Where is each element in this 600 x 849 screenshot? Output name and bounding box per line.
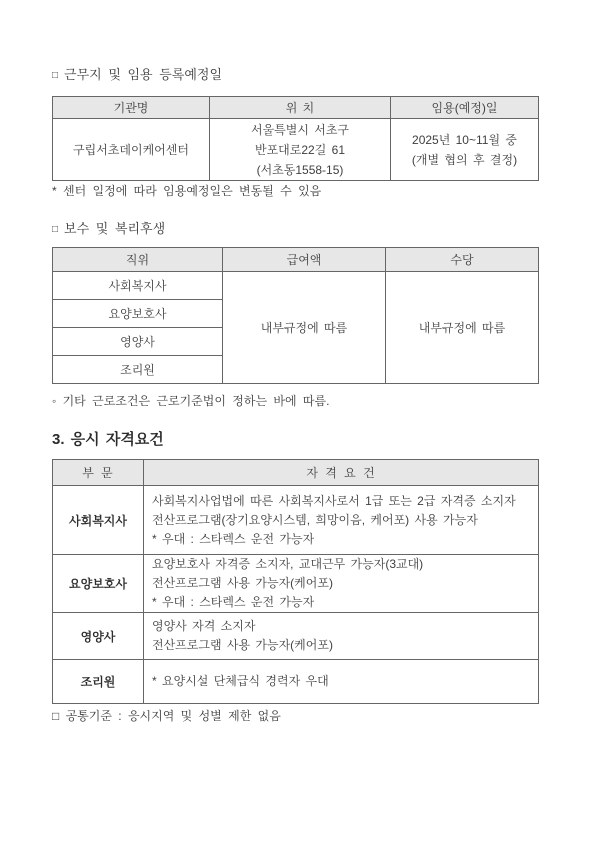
schedule-change-note: * 센터 일정에 따라 임용예정일은 변동될 수 있음	[52, 184, 322, 198]
requirement-line: * 요양시설 단체급식 경력자 우대	[152, 674, 329, 688]
workplace-table-row	[53, 119, 539, 181]
common-criteria-note: □ 공통기준 : 응시지역 및 성별 제한 없음	[52, 709, 281, 723]
position-cell-nutritionist: 영양사	[53, 328, 223, 356]
position-cell-cook: 조리원	[53, 356, 223, 384]
org-name-cell: 구립서초데이케어센터	[53, 119, 210, 181]
position-cell-caregiver: 요양보호사	[53, 300, 223, 328]
requirement-line: * 우대 : 스타렉스 운전 가능자	[152, 595, 315, 609]
requirements-header: 자 격 요 건	[144, 460, 539, 486]
location-cell	[210, 119, 391, 181]
category-cell-social-worker: 사회복지사	[53, 486, 144, 555]
requirement-line: 전산프로그램 사용 가능자(케어포)	[152, 638, 333, 652]
section3-heading: 3. 응시 자격요건	[52, 431, 164, 448]
salary-cell: 내부규정에 따름	[223, 272, 386, 384]
requirement-line: 요양보호사 자격증 소지자, 교대근무 가능자(3교대)	[152, 557, 424, 571]
position-cell-social-worker: 사회복지사	[53, 272, 223, 300]
labor-conditions-note: ◦ 기타 근로조건은 근로기준법이 정하는 바에 따름.	[52, 394, 330, 408]
section2-heading-text: 보수 및 복리후생	[64, 221, 166, 236]
date-line-1: 2025년 10~11월 중	[412, 132, 517, 147]
workplace-table-header-row	[53, 97, 539, 119]
salary-table-header-row	[53, 248, 539, 272]
salary-table-row	[53, 272, 539, 300]
qualification-row-nutritionist	[53, 613, 539, 660]
requirement-line: 전산프로그램(장기요양시스템, 희망이음, 케어포) 사용 가능자	[152, 512, 478, 527]
allowance-header: 수당	[386, 248, 539, 272]
location-line-1: 서울특별시 서초구	[250, 122, 350, 137]
qualification-table	[52, 459, 539, 704]
section2-heading	[52, 221, 538, 239]
org-name-header: 기관명	[53, 97, 210, 119]
section1-heading	[52, 67, 538, 85]
salary-table	[52, 247, 539, 384]
requirements-cell-nutritionist	[144, 613, 539, 660]
requirements-cell-caregiver	[144, 555, 539, 613]
requirement-line: * 우대 : 스타렉스 운전 가능자	[152, 531, 315, 546]
location-header: 위 치	[210, 97, 391, 119]
square-bullet-icon: □	[52, 224, 59, 235]
workplace-table	[52, 96, 539, 181]
qualification-row-cook	[53, 660, 539, 704]
location-line-3: (서초동1558-15)	[256, 162, 344, 177]
category-cell-caregiver: 요양보호사	[53, 555, 144, 613]
qualification-row-caregiver	[53, 555, 539, 613]
allowance-cell: 내부규정에 따름	[386, 272, 539, 384]
requirements-cell-social-worker	[144, 486, 539, 555]
qualification-table-header-row	[53, 460, 539, 486]
qualification-row-social-worker	[53, 486, 539, 555]
position-header: 직위	[53, 248, 223, 272]
date-line-2: (개별 협의 후 결정)	[411, 152, 518, 167]
square-bullet-icon: □	[52, 70, 59, 81]
appointment-date-header: 임용(예정)일	[391, 97, 539, 119]
location-line-2: 반포대로22길 61	[255, 142, 345, 157]
salary-header: 급여액	[223, 248, 386, 272]
requirement-line: 영양사 자격 소지자	[152, 619, 256, 633]
requirement-line: 전산프로그램 사용 가능자(케어포)	[152, 576, 333, 590]
category-cell-cook: 조리원	[53, 660, 144, 704]
category-header: 부 문	[53, 460, 144, 486]
requirement-line: 사회복지사업법에 따른 사회복지사로서 1급 또는 2급 자격증 소지자	[152, 493, 516, 508]
requirements-cell-cook	[144, 660, 539, 704]
appointment-date-cell	[391, 119, 539, 181]
category-cell-nutritionist: 영양사	[53, 613, 144, 660]
section1-heading-text: 근무지 및 임용 등록예정일	[64, 67, 223, 82]
